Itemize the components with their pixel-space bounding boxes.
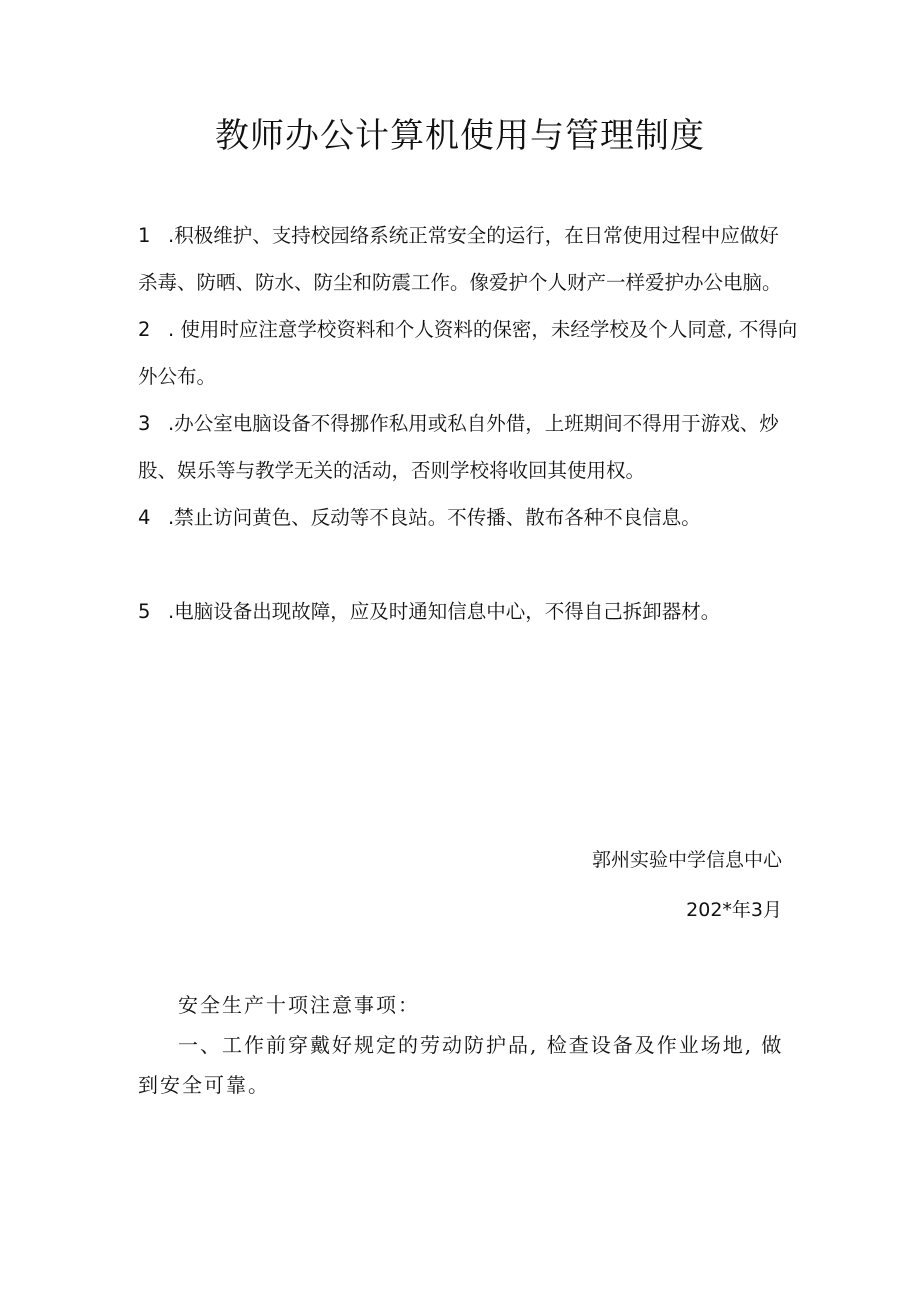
rule-text: . 使用时应注意学校资料和个人资料的保密，未经学校及个人同意, 不得向外公布。 [138, 318, 798, 388]
rule-number: 5 [138, 600, 151, 623]
rule-item-2 [138, 306, 798, 400]
signature-date: 202*年3月 [686, 899, 782, 921]
rule-number: 2 [138, 318, 151, 341]
rule-number: 1 [138, 224, 151, 247]
rule-text: .禁止访问黄色、反动等不良站。不传播、散布各种不良信息。 [168, 506, 701, 529]
signature-org: 郭州实验中学信息中心 [591, 849, 782, 871]
rule-text: .电脑设备出现故障，应及时通知信息中心，不得自己拆卸器材。 [168, 600, 721, 623]
rule-text: .积极维护、支持校园络系统正常安全的运行，在日常使用过程中应做好杀毒、防晒、防水、防尘和防震工作。像爱护个人财产一样爱护办公电脑。 [138, 224, 782, 294]
rule-item-5 [138, 588, 798, 635]
rule-item-1 [138, 212, 798, 306]
safety-heading: 安全生产十项注意事项： [178, 993, 420, 1017]
signature-block [592, 845, 782, 922]
document-title: 教师办公计算机使用与管理制度 [215, 116, 705, 156]
rule-item-3 [138, 400, 798, 494]
safety-item-1: 一、工作前穿戴好规定的劳动防护品, 检查设备及作业场地, 做到安全可靠。 [138, 1033, 784, 1097]
rule-number: 3 [138, 412, 151, 435]
safety-section [138, 985, 788, 1105]
rule-number: 4 [138, 506, 151, 529]
rule-item-4 [138, 494, 798, 541]
rule-text: .办公室电脑设备不得挪作私用或私自外借，上班期间不得用于游戏、炒股、娱乐等与教学无关的活动，否则学校将收回其使用权。 [138, 412, 779, 482]
rules-list [138, 212, 798, 635]
